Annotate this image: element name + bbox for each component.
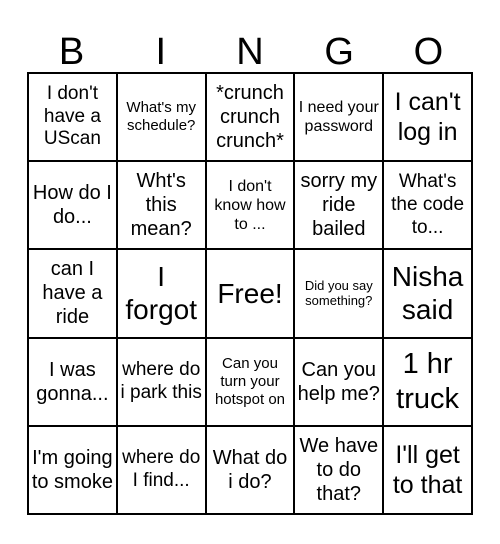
bingo-cell[interactable] (28, 426, 117, 514)
cell-text: What's the code to... (391, 171, 465, 238)
header-letter-n: N (236, 30, 264, 73)
cell-text: *crunch crunch crunch* (216, 82, 284, 153)
bingo-cell[interactable] (383, 161, 472, 249)
header-letter-o: O (413, 30, 444, 73)
cell-text: Nisha said (391, 260, 464, 326)
free-space-cell[interactable] (206, 249, 295, 337)
cell-text: Free! (217, 277, 283, 309)
bingo-cell[interactable] (28, 161, 117, 249)
bingo-cell[interactable] (28, 73, 117, 161)
header-letter-i: I (155, 30, 167, 73)
bingo-cell[interactable] (117, 426, 206, 514)
bingo-cell[interactable] (294, 338, 383, 426)
cell-text: I need your password (298, 98, 379, 136)
cell-text: can I have a ride (42, 258, 103, 329)
bingo-cell[interactable] (294, 161, 383, 249)
cell-text: sorry my ride bailed (300, 170, 378, 241)
bingo-cell[interactable] (383, 426, 472, 514)
bingo-cell[interactable] (294, 426, 383, 514)
cell-text: I can't log in (394, 88, 461, 147)
cell-text: I was gonna... (36, 358, 109, 405)
cell-text: Can you turn your hotspot on (214, 354, 286, 408)
bingo-cell[interactable] (117, 73, 206, 161)
bingo-cell[interactable] (383, 249, 472, 337)
bingo-cell[interactable] (383, 73, 472, 161)
bingo-cell[interactable] (294, 73, 383, 161)
cell-text: How do I do... (32, 182, 112, 229)
cell-text: Did you say something? (304, 277, 373, 309)
bingo-cell[interactable] (383, 338, 472, 426)
cell-text: Wht's this mean? (130, 170, 192, 241)
bingo-cell[interactable] (206, 426, 295, 514)
cell-text: I'm going to smoke (31, 446, 113, 493)
bingo-cell[interactable] (206, 338, 295, 426)
bingo-cell[interactable] (117, 338, 206, 426)
bingo-board (27, 72, 473, 515)
cell-text: I don't know how to ... (214, 177, 286, 233)
bingo-cell[interactable] (294, 249, 383, 337)
cell-text: where do I find... (122, 447, 201, 491)
cell-text: Can you help me? (297, 358, 380, 405)
bingo-cell[interactable] (28, 249, 117, 337)
cell-text: where do i park this (120, 358, 202, 403)
bingo-header (27, 30, 473, 74)
cell-text: 1 hr truck (396, 347, 460, 415)
bingo-cell[interactable] (117, 249, 206, 337)
cell-text: I'll get to that (392, 440, 463, 499)
bingo-cell[interactable] (206, 161, 295, 249)
header-letter-g: G (324, 30, 354, 73)
bingo-cell[interactable] (28, 338, 117, 426)
cell-text: What do i do? (212, 446, 288, 493)
header-letter-b: B (58, 30, 85, 73)
cell-text: We have to do that? (299, 434, 379, 505)
cell-text: What's my schedule? (126, 99, 196, 135)
bingo-cell[interactable] (206, 73, 295, 161)
cell-text: I forgot (125, 260, 197, 326)
cell-text: I don't have a UScan (43, 82, 101, 150)
bingo-cell[interactable] (117, 161, 206, 249)
